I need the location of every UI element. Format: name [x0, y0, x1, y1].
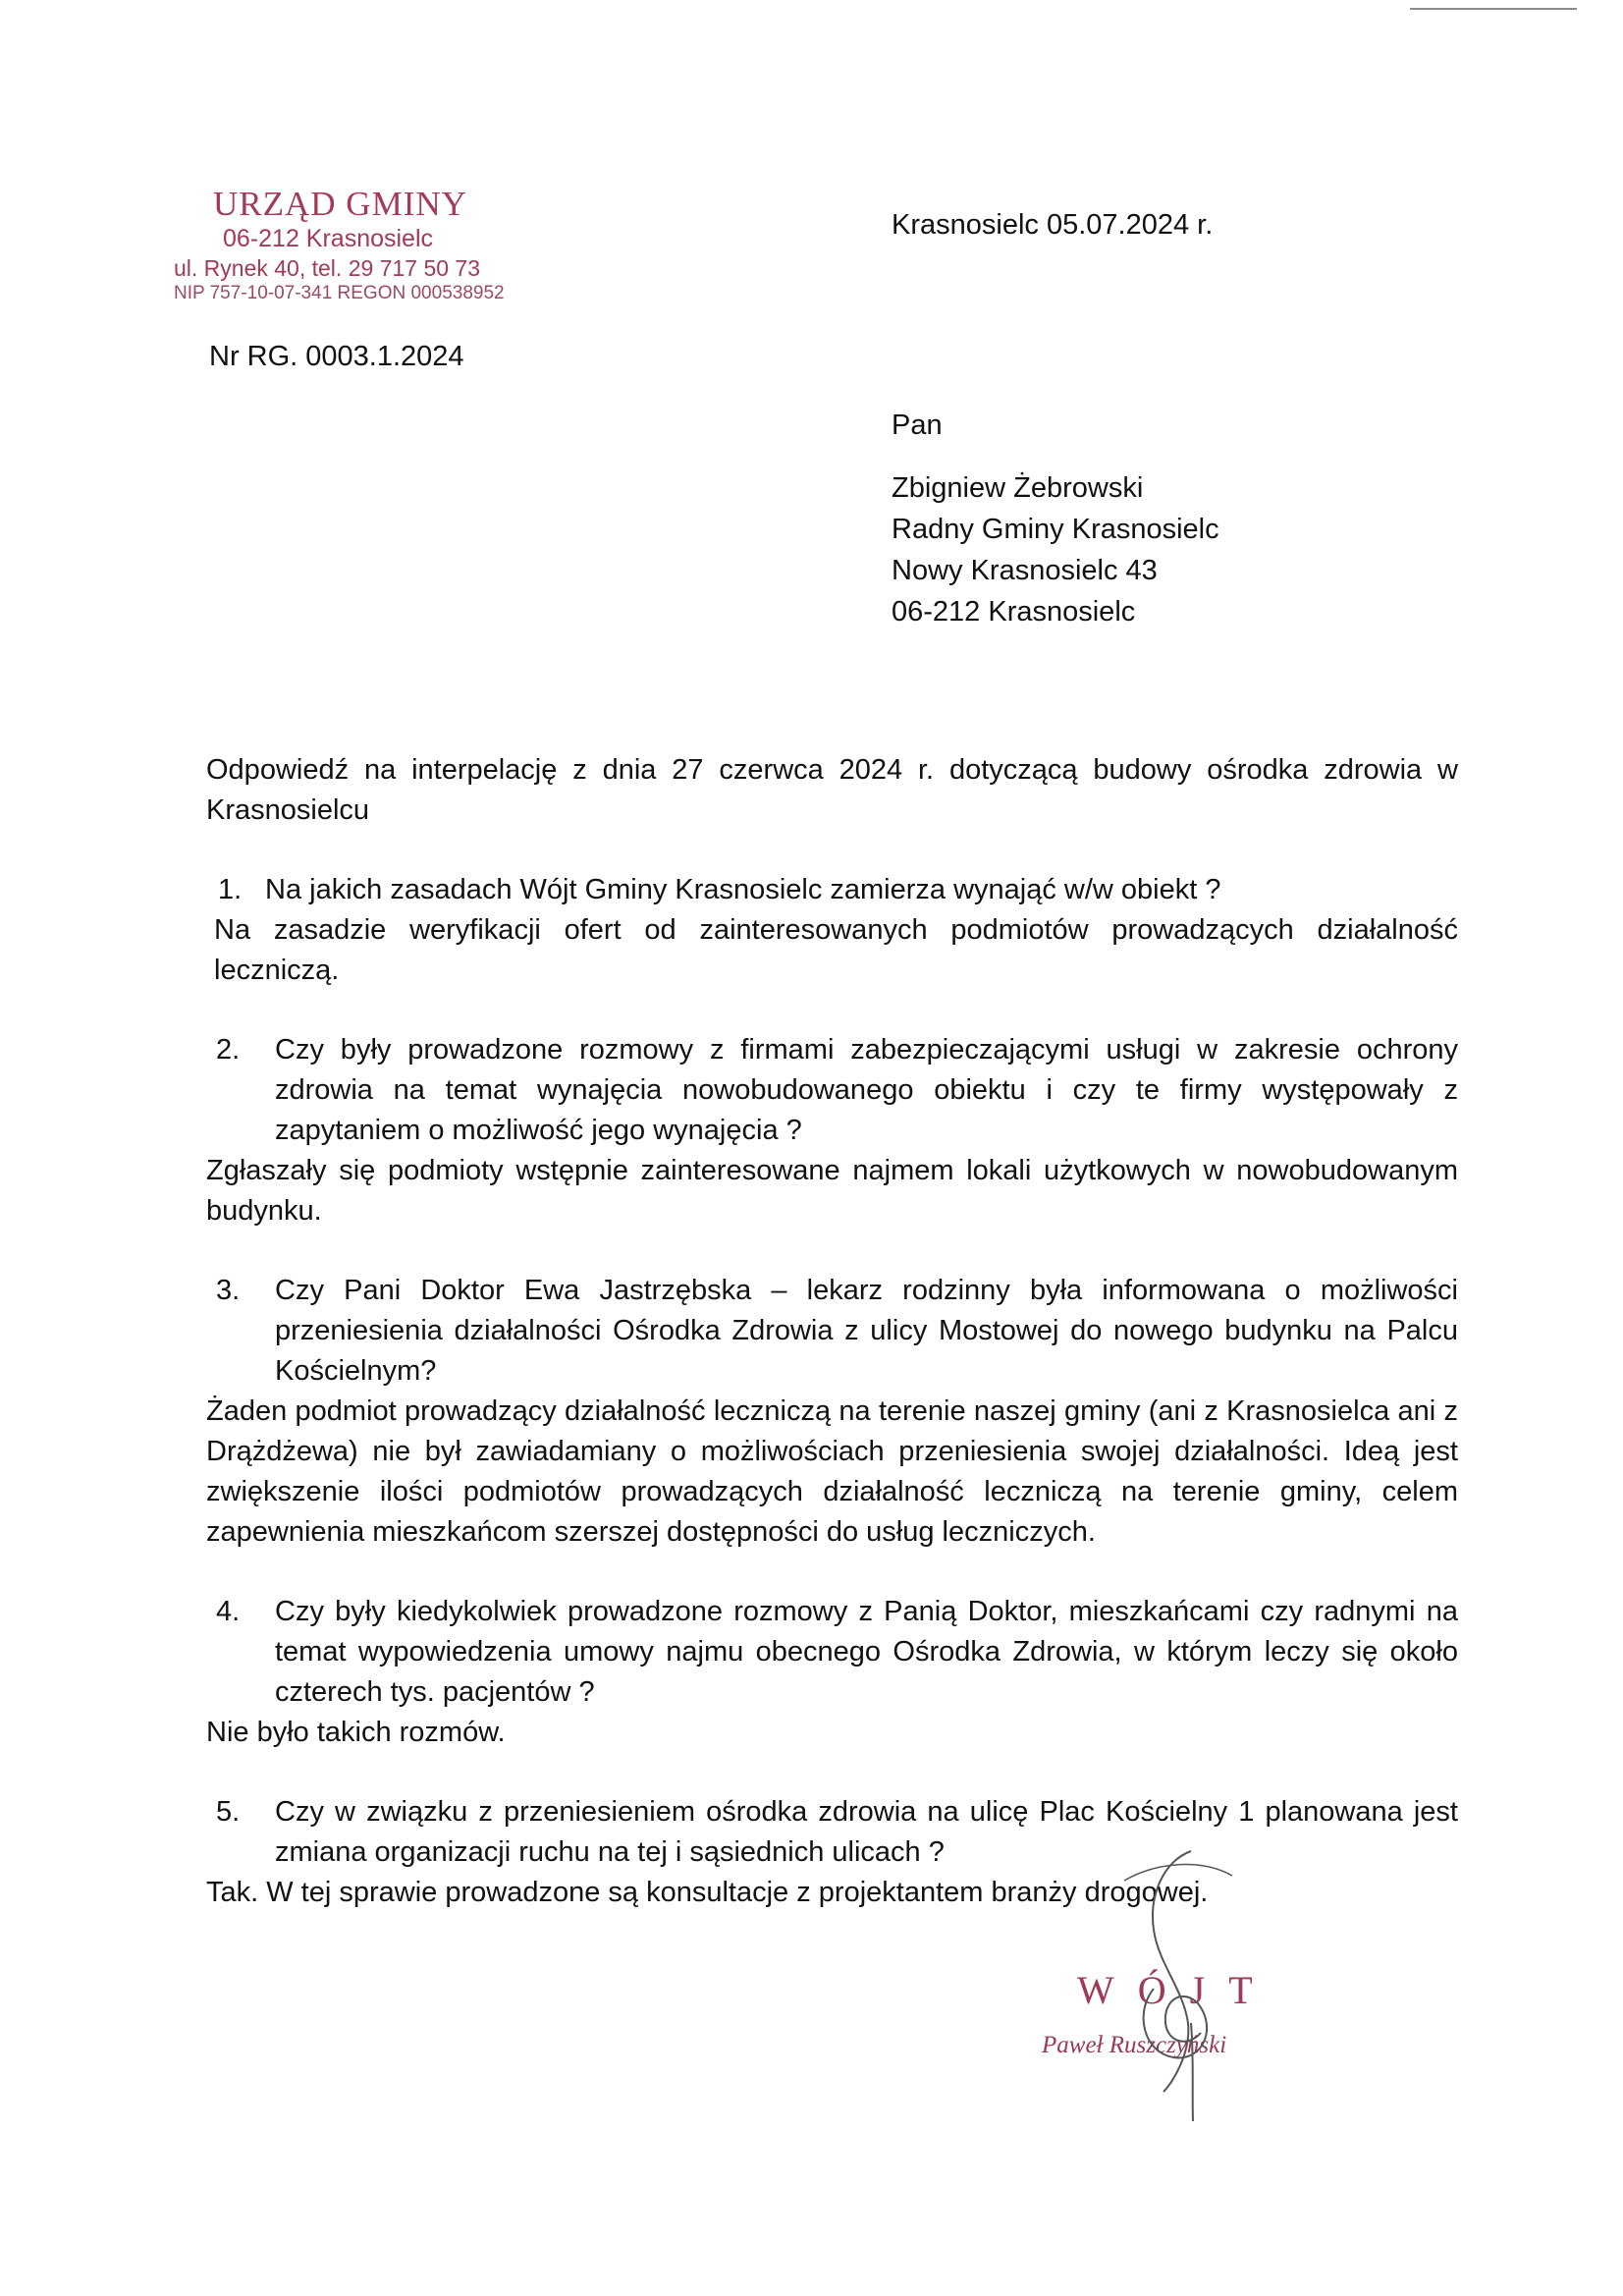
addressee-city: 06-212 Krasnosielc: [892, 596, 1136, 628]
answer-5: Tak. W tej sprawie prowadzone są konsultacje z projektantem branży drogowej.: [206, 1877, 1209, 1908]
reference-number: Nr RG. 0003.1.2024: [209, 341, 464, 372]
signature-name: Paweł Ruszczyński: [1042, 2032, 1227, 2058]
question-text: Czy Pani Doktor Ewa Jastrzębska – lekarz rodzinny była informowana o możliwości przeniesienia działalności Ośrodka Zdrowia z ulicy Mostowej do nowego budynku na Palcu Kościelnym?: [275, 1275, 1458, 1387]
answer-2: Zgłaszały się podmioty wstępnie zainteresowane najmem lokali użytkowych w nowobudowanym budynku.: [206, 1155, 1458, 1227]
question-text: Czy były prowadzone rozmowy z firmami zabezpieczającymi usługi w zakresie ochrony zdrowia na temat wynajęcia nowobudowanego obiektu i czy te firmy występowały z zapytaniem o możliwość jego wynajęcia ?: [275, 1034, 1458, 1146]
addressee-role: Radny Gminy Krasnosielc: [892, 514, 1219, 545]
signature-title: WÓJT: [1077, 1968, 1276, 2012]
question-2: [206, 1030, 1458, 1151]
stamp-ids: NIP 757-10-07-341 REGON 000538952: [174, 283, 505, 303]
addressee-name: Zbigniew Żebrowski: [892, 472, 1144, 504]
salutation: Pan: [892, 410, 943, 441]
question-number: 5.: [216, 1796, 241, 1828]
question-text: Czy w związku z przeniesieniem ośrodka zdrowia na ulicę Plac Kościelny 1 planowana jest zmiana organizacji ruchu na tej i sąsiednich ulicach ?: [275, 1796, 1458, 1868]
question-number: 2.: [216, 1034, 241, 1066]
question-number: 4.: [216, 1596, 241, 1627]
question-number: 1.: [218, 874, 243, 905]
question-3: [206, 1271, 1458, 1392]
stamp-address: ul. Rynek 40, tel. 29 717 50 73: [174, 255, 480, 281]
answer-4: Nie było takich rozmów.: [206, 1717, 506, 1748]
handwritten-signature: [1095, 1841, 1291, 2126]
stamp-title: URZĄD GMINY: [213, 185, 467, 223]
stamp-postal: 06-212 Krasnosielc: [223, 225, 434, 252]
subject-line: Odpowiedź na interpelację z dnia 27 czerwca 2024 r. dotyczącą budowy ośrodka zdrowia w Krasnosielcu: [206, 754, 1458, 826]
scan-edge-line: [1410, 8, 1577, 10]
answer-1: Na zasadzie weryfikacji ofert od zainteresowanych podmiotów prowadzących działalność leczniczą.: [214, 914, 1458, 986]
answer-3: Żaden podmiot prowadzący działalność leczniczą na terenie naszej gminy (ani z Krasnosielca ani z Drążdżewa) nie był zawiadamiany o możliwościach przeniesienia swojej działalności. Ideą jest zwiększenie ilości podmiotów prowadzących działalność leczniczą na terenie gminy, celem zapewnienia mieszkańcom szerszej dostępności do usług leczniczych.: [206, 1395, 1458, 1548]
addressee-street: Nowy Krasnosielc 43: [892, 555, 1158, 586]
question-1: [206, 870, 1458, 910]
question-number: 3.: [216, 1275, 241, 1306]
question-text: Czy były kiedykolwiek prowadzone rozmowy z Panią Doktor, mieszkańcami czy radnymi na temat wypowiedzenia umowy najmu obecnego Ośrodka Zdrowia, w którym leczy się około czterech tys. pacjentów ?: [275, 1596, 1458, 1708]
addressee-block: [892, 405, 1219, 632]
question-4: [206, 1592, 1458, 1713]
question-text: Na jakich zasadach Wójt Gminy Krasnosielc zamierza wynająć w/w obiekt ?: [265, 874, 1221, 905]
signature-block: [1036, 1959, 1330, 2097]
letter-body: [206, 750, 1458, 1913]
letter-date: Krasnosielc 05.07.2024 r.: [892, 209, 1214, 241]
